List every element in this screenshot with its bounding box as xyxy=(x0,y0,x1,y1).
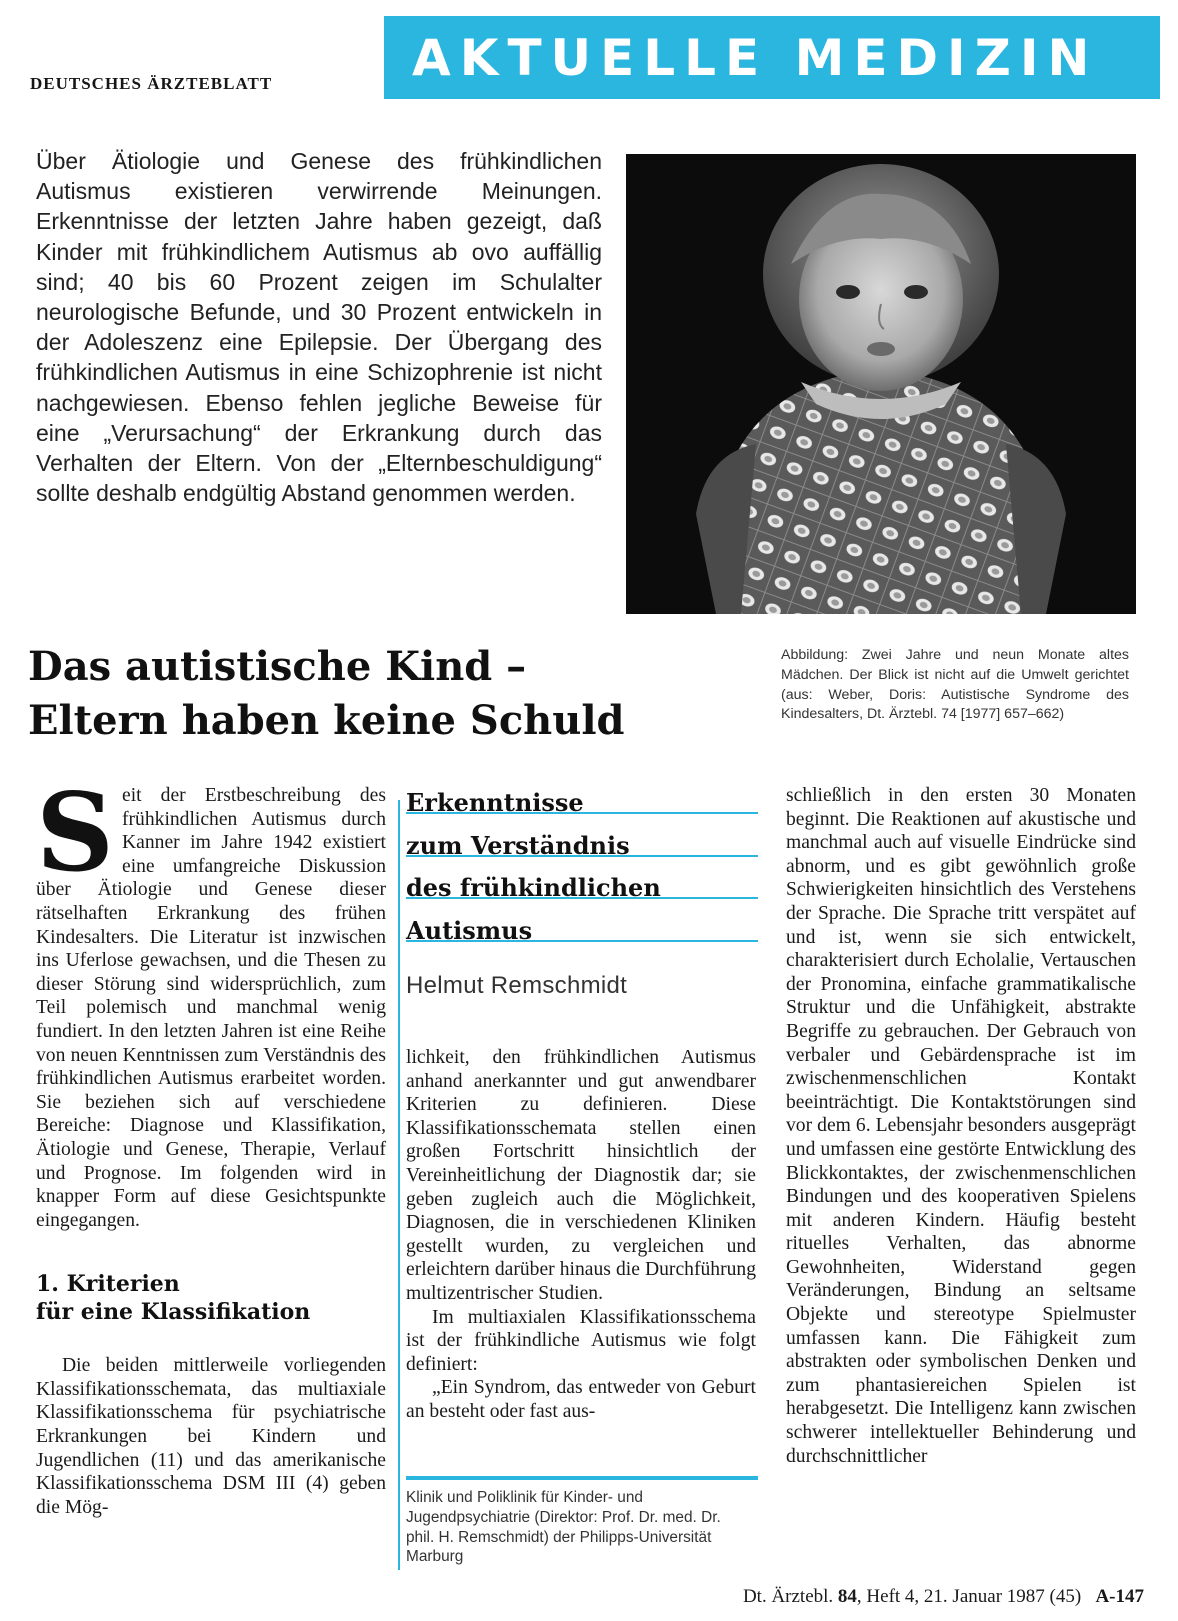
author-affiliation: Klinik und Poliklinik für Kinder- und Jugendpsychiatrie (Direktor: Prof. Dr. med. Dr. phil. H. Remschmidt) der Philipps-Universität Marburg xyxy=(406,1489,721,1566)
publication-name: DEUTSCHES ÄRZTEBLATT xyxy=(30,74,273,93)
paragraph-definition-quote: „Ein Syndrom, das entweder von Geburt an besteht oder fast aus- xyxy=(406,1377,756,1422)
lead-abstract: Über Ätiologie und Genese des frühkindlichen Autismus existieren verwirrende Meinungen. Erkenntnisse der letzten Jahre haben gezeigt, daß Kinder mit frühkindlichem Autismus ab ovo auffällig sind; 40 bis 60 Prozent zeigen im Schulalter neurologische Befunde, und 30 Prozent entwickeln in der Adoleszenz eine Epilepsie. Der Übergang des frühkindlichen Autismus in eine Schizophrenie ist nicht nachgewiesen. Ebenso fehlen jegliche Beweise für eine „Verursachung“ der Erkrankung durch das Verhalten der Eltern. Von der „Elternbeschuldigung“ sollte deshalb endgültig Abstand genommen werden. xyxy=(36,148,602,507)
figure-caption: Abbildung: Zwei Jahre und neun Monate altes Mädchen. Der Blick ist nicht auf die Umwelt gerichtet (aus: Weber, Doris: Autistische Syndrome des Kindesalters, Dt. Ärztebl. 74 [1977] 657–662) xyxy=(781,647,1129,723)
section-banner xyxy=(384,16,1160,99)
footer-journal: Dt. Ärztebl. xyxy=(742,1586,834,1607)
box-title-line-2: zum Verständnis xyxy=(406,830,630,860)
child-photo xyxy=(626,154,1136,614)
column-2 xyxy=(406,1046,756,1424)
column-1 xyxy=(36,770,386,1519)
subhead-line-2: für eine Klassifikation xyxy=(36,1299,311,1326)
drop-cap: S xyxy=(36,770,114,896)
intro-paragraph xyxy=(36,770,386,1232)
box-title-line-3: des frühkindlichen xyxy=(406,873,661,902)
affiliation-rule xyxy=(406,1476,758,1480)
paragraph-criteria: lichkeit, den frühkindlichen Autismus anhand anerkannter und gut anwendbarer Kriterien zu definieren. Diese Klassifikationsschemata stellen einen großen Fortschritt hinsichtlich der Vereinheitlichung der Diagnostik dar; sie geben zugleich auch die Möglichkeit, Diagnosen, die in verschiedenen Kliniken gestellt wurden, zu vergleichen und erleichtern darüber hinaus die Durchführung multizentrischer Studien. xyxy=(406,1047,756,1304)
paragraph-definition-continued: schließlich in den ersten 30 Monaten beginnt. Die Reaktionen auf akustische und manchmal auch auf visuelle Eindrücke sind abnorm, und es gibt gewöhnlich große Schwierigkeiten hinsichtlich des Verstehens der Sprache. Die Sprache tritt verspätet auf und ist, wenn sie sich entwickelt, charakterisiert durch Echolalie, Vertauschen der Pronomina, einfache grammatikalische Struktur und die Unfähigkeit, abstrakte Begriffe zu gebrauchen. Der Gebrauch von verbaler und Gebärdensprache ist im zwischenmenschlichen Kontakt beeinträchtigt. Die Kontaktstörungen sind vor dem 6. Lebensjahr besonders ausgeprägt und umfassen eine gestörte Entwicklung des Blickkontaktes, der zwischenmenschlichen Bindungen und des kooperativen Spielens mit anderen Kindern. Häufig besteht rituelles Verhalten, das abnorme Gewohnheiten, Widerstand gegen Veränderungen, Bindung an seltsame Objekte und stereotype Spielmuster umfassen kann. Die Fähigkeit zum abstrakten oder symbolischen Denken und zum phantasiereichen Spielen ist herabgesetzt. Die Intelligenz kann zwischen schwerer intellektueller Behinderung und durchschnittlicher xyxy=(786,785,1136,1467)
title-line-1: Das autistische Kind – xyxy=(28,643,527,690)
footer-volume: 84 xyxy=(837,1586,857,1607)
box-title-line-4: Autismus xyxy=(406,915,533,945)
column-3 xyxy=(786,784,1136,1468)
author-name: Helmut Remschmidt xyxy=(406,972,628,999)
subhead-line-1: 1. Kriterien xyxy=(36,1271,180,1298)
box-title-line-1: Erkenntnisse xyxy=(406,788,584,817)
paragraph-definition-intro: Im multiaxialen Klassifikationsschema ist der frühkindliche Autismus wie folgt definiert: xyxy=(406,1306,756,1375)
paragraph-classification: Die beiden mittlerweile vorliegenden Klassifikationsschemata, das multiaxiale Klassifikationsschema für psychiatrische Erkrankungen bei Kindern und Jugendlichen (11) und das amerikanische Klassifikationsschema DSM III (4) geben die Mög- xyxy=(36,1355,386,1518)
article-title xyxy=(28,640,758,748)
column-rule xyxy=(398,800,400,1570)
section-title: AKTUELLE MEDIZIN xyxy=(412,29,1099,87)
box-title xyxy=(406,782,758,952)
title-line-2: Eltern haben keine Schuld xyxy=(28,697,625,744)
intro-text: eit der Erstbeschreibung des frühkindlichen Autismus durch Kanner im Jahre 1942 existiert eine umfangreiche Diskussion über Ätiologie und Genese dieser rätselhaften Erkrankung des frühen Kindesalters. Die Literatur ist inzwischen ins Uferlose gewachsen, und die Thesen zu dieser Störung sind widersprüchlich, zum Teil polemisch und manchmal wenig fundiert. In den letzten Jahren ist eine Reihe von neuen Kenntnissen zum Verständnis des frühkindlichen Autismus erarbeitet worden. Sie beziehen sich auf verschiedene Bereiche: Diagnose und Klassifikation, Ätiologie und Genese, Therapie, Verlauf und Prognose. Im folgenden wird in knapper Form auf diese Gesichtspunkte eingegangen. xyxy=(36,785,386,1231)
page-number: A-147 xyxy=(1095,1586,1144,1607)
footer-issue: , Heft 4, 21. Januar 1987 (45) xyxy=(856,1586,1082,1607)
subhead-1 xyxy=(36,1270,386,1326)
page-footer xyxy=(743,1586,1144,1608)
